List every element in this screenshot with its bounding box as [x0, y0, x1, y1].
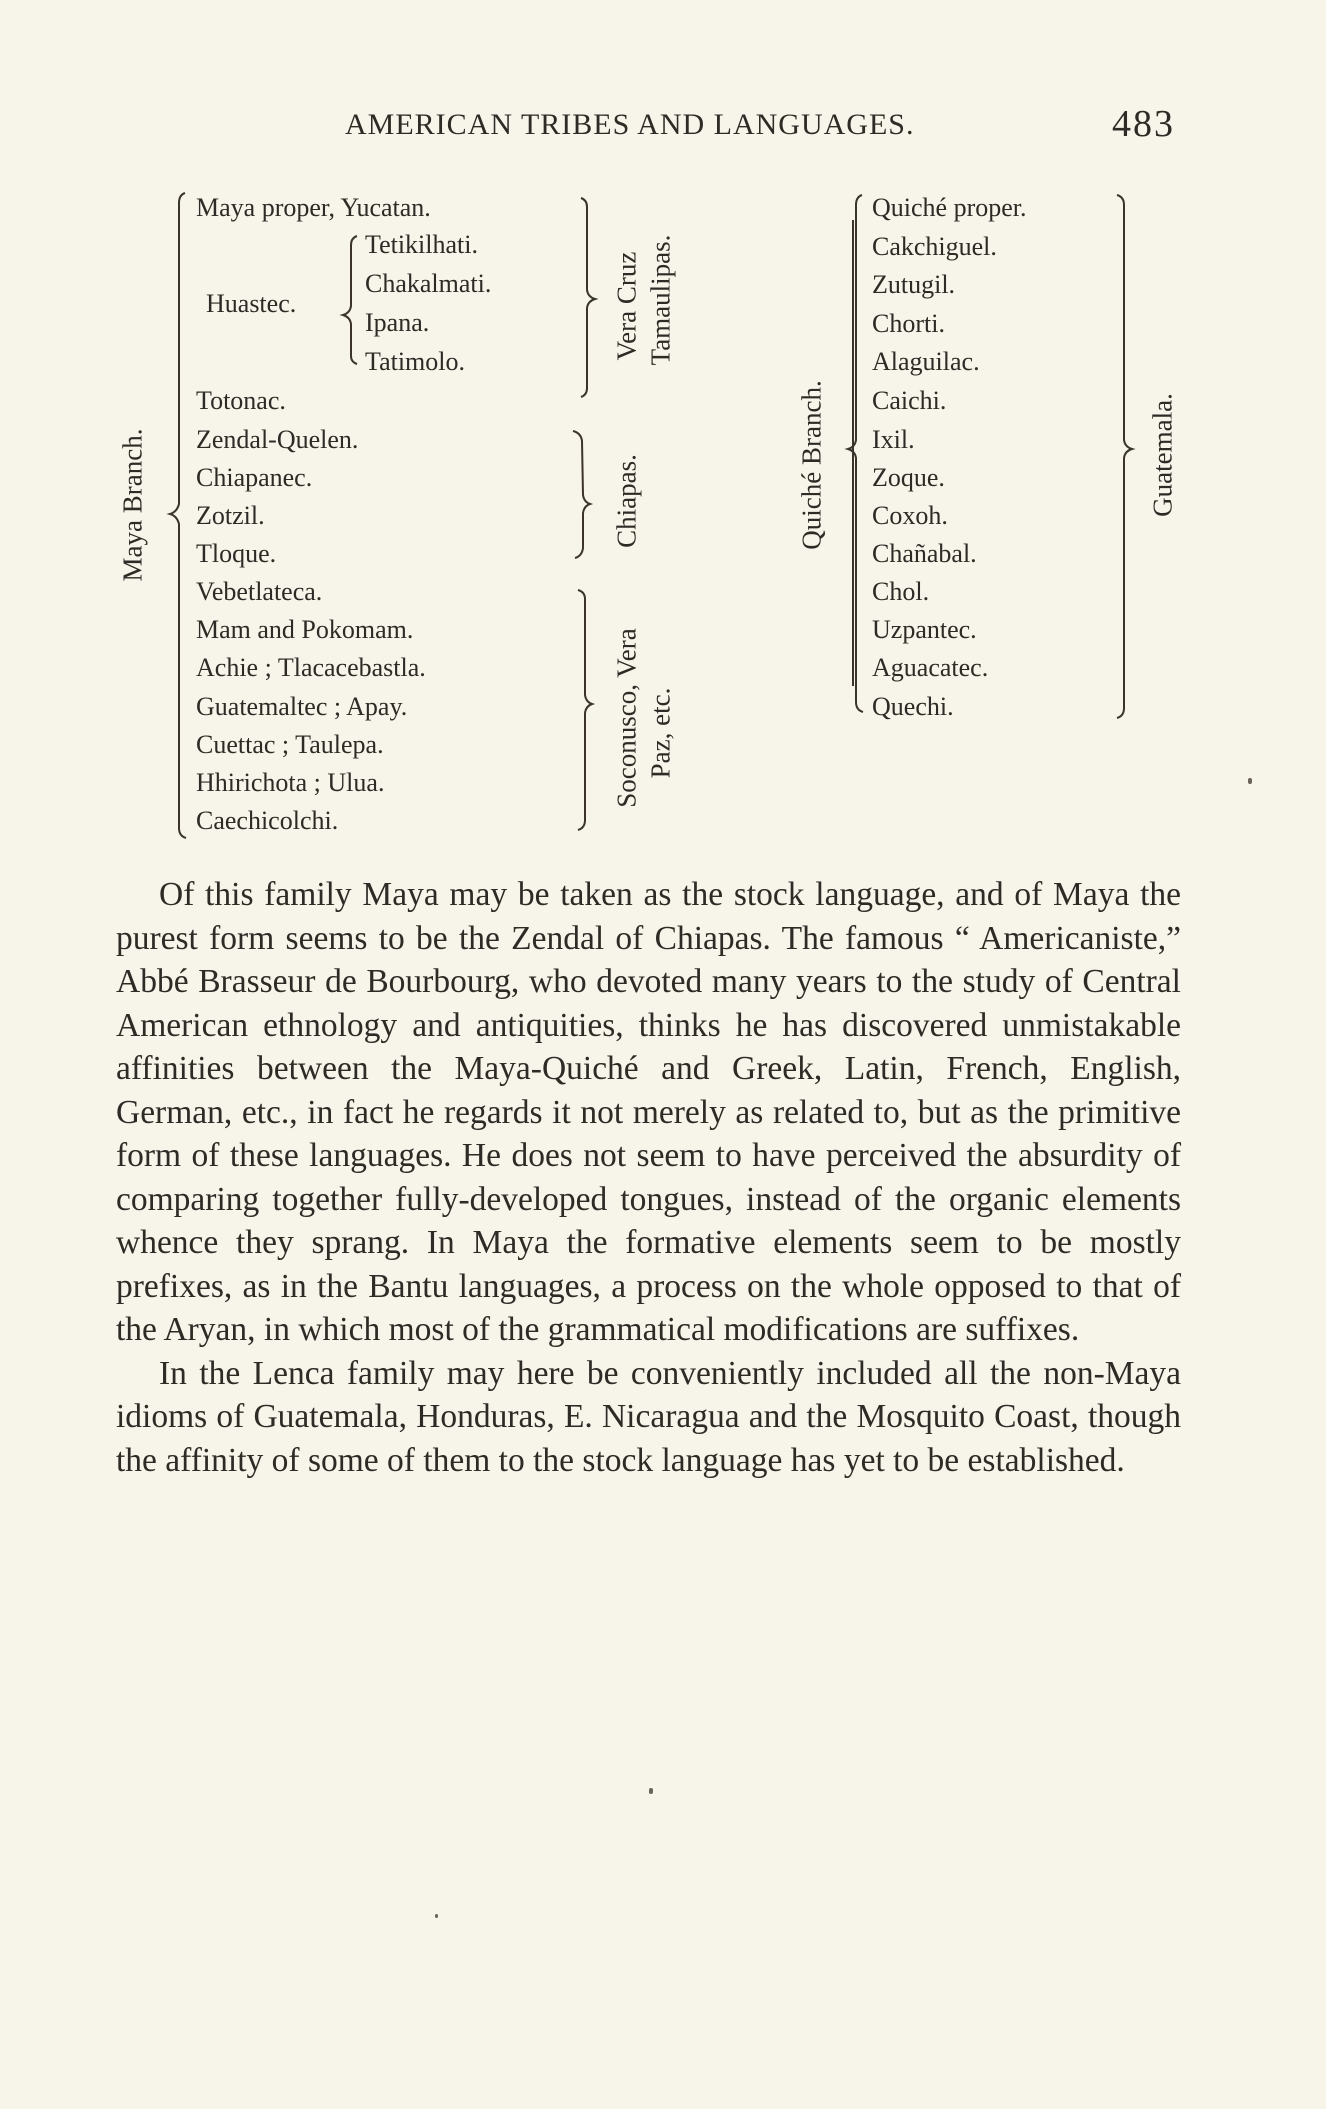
- maya-row: Totonac.: [196, 386, 286, 415]
- paper-speck: [435, 1914, 438, 1918]
- huastec-label: Huastec.: [206, 289, 297, 318]
- body-text: [116, 873, 1181, 1482]
- quiche-branch-label: Quiché Branch.: [796, 380, 827, 550]
- maya-row: Achie ; Tlacacebastla.: [196, 653, 426, 682]
- region-label-tamaulipas: Tamaulipas.: [645, 234, 676, 366]
- guatemala-brace: [1117, 195, 1132, 718]
- quiche-row: Uzpantec.: [872, 615, 977, 644]
- maya-row: Caechicolchi.: [196, 806, 339, 835]
- maya-row: Zotzil.: [196, 501, 265, 530]
- quiche-row: Zutugil.: [872, 270, 956, 299]
- huastec-item: Chakalmati.: [365, 269, 492, 298]
- quiche-row: Aguacatec.: [872, 653, 989, 682]
- maya-row: Cuettac ; Taulepa.: [196, 730, 384, 759]
- running-head: AMERICAN TRIBES AND LANGUAGES.: [345, 108, 915, 141]
- quiche-outer-brace: [848, 195, 863, 712]
- huastec-item: Ipana.: [365, 308, 430, 337]
- maya-row: Maya proper, Yucatan.: [196, 193, 431, 222]
- quiche-row: Coxoh.: [872, 501, 948, 530]
- paragraph: In the Lenca family may here be conveniently included all the non-Maya idioms of Guatemala, Honduras, E. Nicaragua and the Mosquito Coast, though the affinity of some of them to the stock language has yet to be established.: [116, 1354, 1181, 1479]
- maya-row: Vebetlateca.: [196, 577, 323, 606]
- maya-row: Zendal-Quelen.: [196, 425, 359, 454]
- quiche-row: Zoque.: [872, 463, 945, 492]
- region-label-paz-etc: Paz, etc.: [645, 687, 676, 779]
- quiche-row: Quiché proper.: [872, 193, 1027, 222]
- maya-branch-label: Maya Branch.: [117, 428, 148, 582]
- region-label-vera-cruz: Vera Cruz: [611, 251, 642, 361]
- quiche-row: Alaguilac.: [872, 347, 980, 376]
- region-label-chiapas: Chiapas.: [611, 454, 642, 548]
- quiche-row: Ixil.: [872, 425, 915, 454]
- huastec-item: Tetikilhati.: [365, 230, 478, 259]
- maya-row: Chiapanec.: [196, 463, 313, 492]
- region-label-guatemala: Guatemala.: [1147, 393, 1178, 517]
- paper-speck: [1248, 778, 1252, 784]
- maya-row: Tloque.: [196, 539, 277, 568]
- quiche-row: Chorti.: [872, 309, 945, 338]
- huastec-item: Tatimolo.: [365, 347, 466, 376]
- quiche-row: Chol.: [872, 577, 930, 606]
- paragraph: Of this family Maya may be taken as the stock language, and of Maya the purest form seems to be the Zendal of Chiapas. The famous “ Americaniste,” Abbé Brasseur de Bourbourg, who devoted many years to the study of Central American ethnology and antiquities, thinks he has discovered unmistakable affinities between the Maya-Quiché and Greek, Latin, French, English, German, etc., in fact he regards it not merely as related to, but as the primitive form of these languages. He does not seem to have perceived the absurdity of comparing together fully-developed tongues, instead of the organic elements whence they sprang. In Maya the formative elements seem to be mostly prefixes, as in the Bantu languages, a process on the whole opposed to that of the Aryan, in which most of the grammatical modifications are suffixes.: [116, 876, 1181, 1348]
- maya-row: Hhirichota ; Ulua.: [196, 768, 385, 797]
- quiche-row: Quechi.: [872, 692, 954, 721]
- quiche-row: Cakchiguel.: [872, 232, 997, 261]
- region-label-soconusco-vera: Soconusco, Vera: [611, 628, 642, 808]
- maya-row: Guatemaltec ; Apay.: [196, 692, 408, 721]
- quiche-row: Caichi.: [872, 386, 947, 415]
- quiche-row: Chañabal.: [872, 539, 977, 568]
- maya-row: Mam and Pokomam.: [196, 615, 414, 644]
- page-number: 483: [1112, 103, 1175, 145]
- paper-speck: [649, 1788, 653, 1794]
